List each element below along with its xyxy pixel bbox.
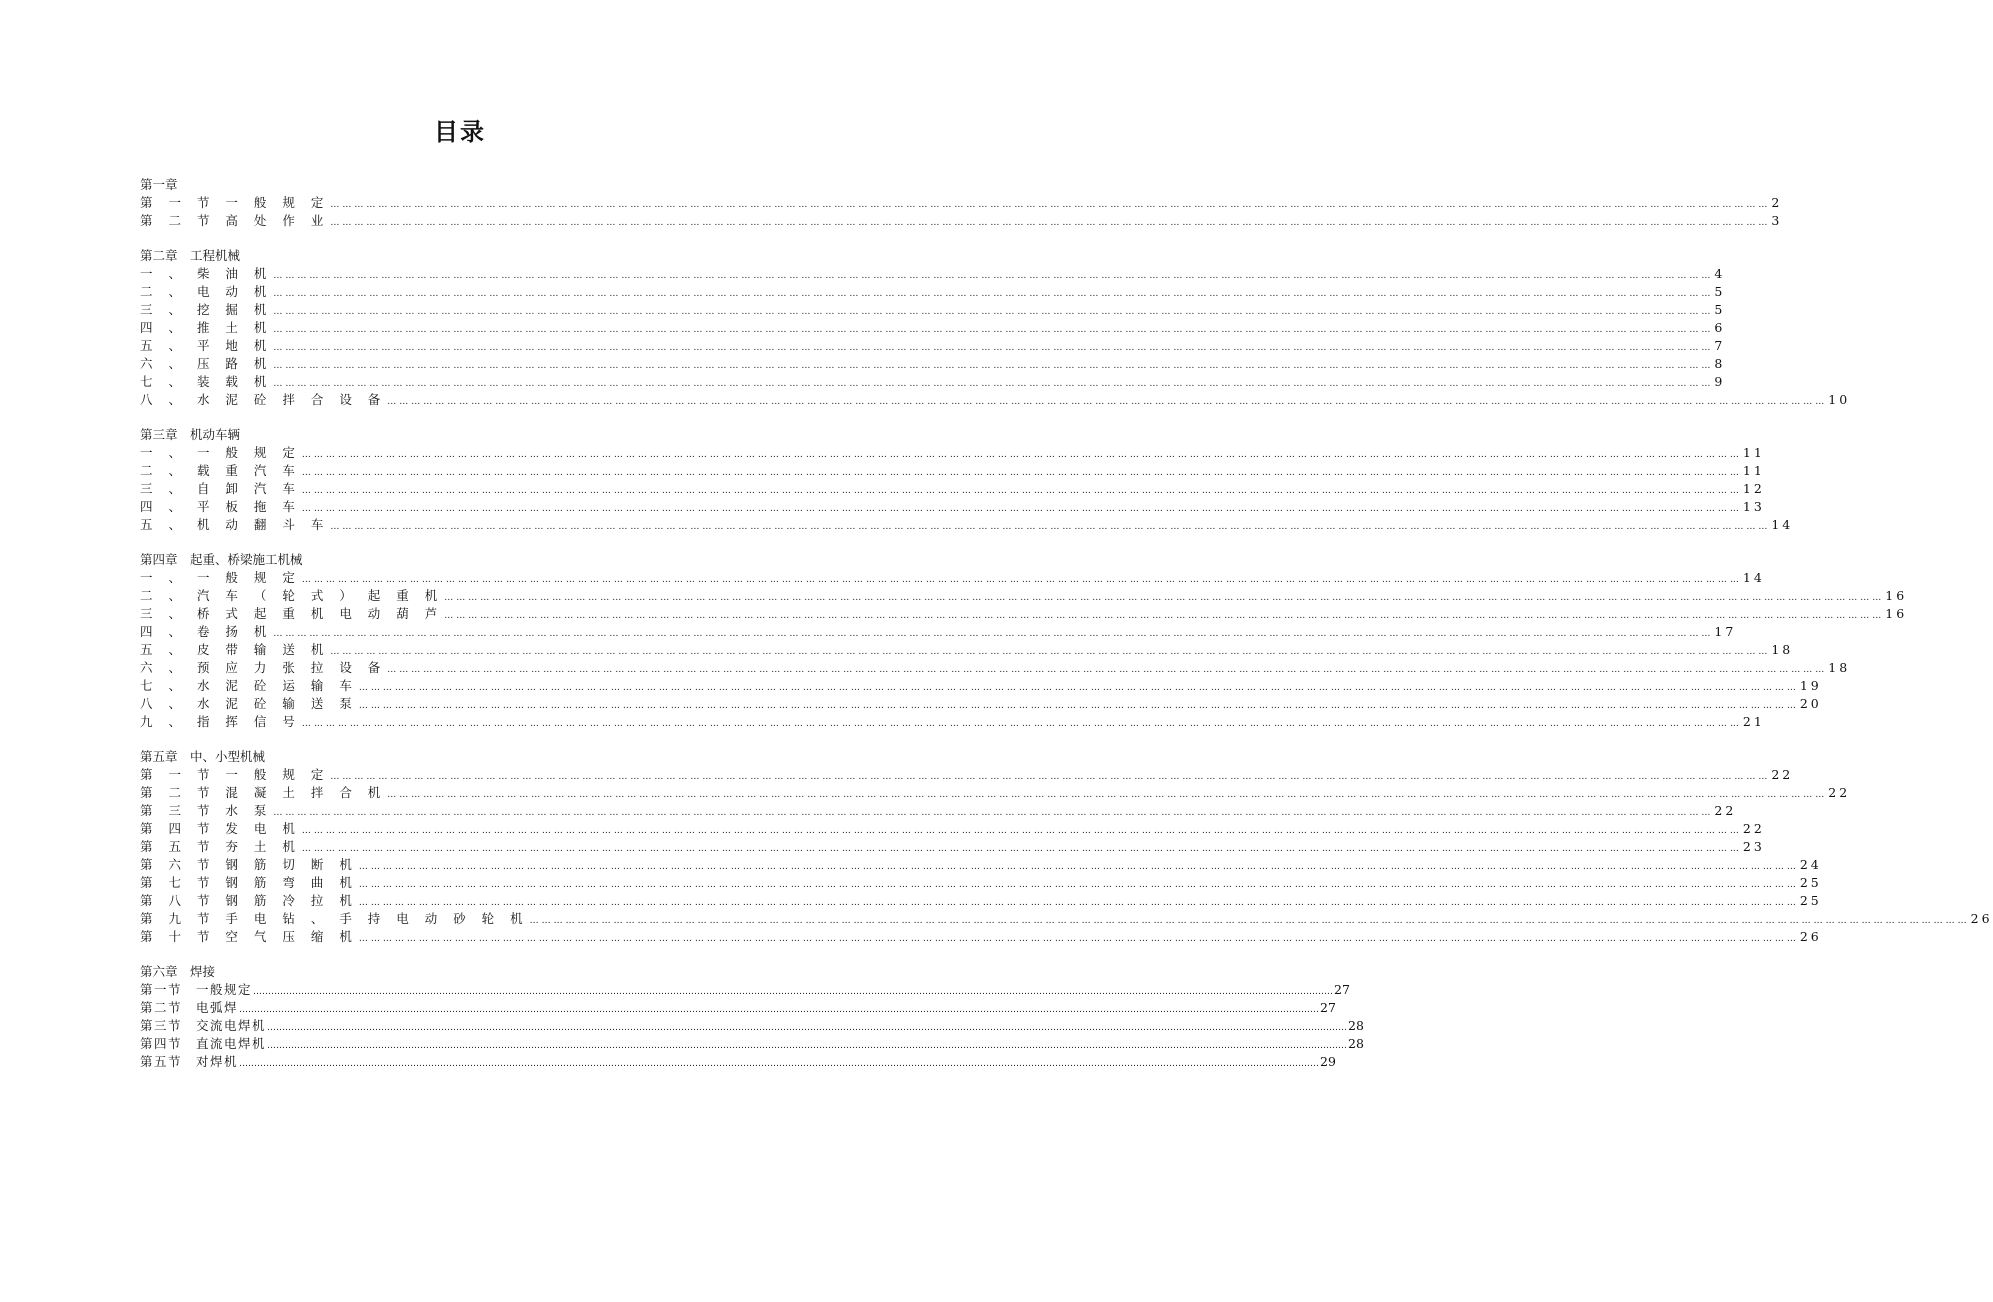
toc-entry xyxy=(140,605,1908,623)
toc-entry-label: 五 、 机 动 翻 斗 车 xyxy=(140,517,330,532)
toc-entry xyxy=(140,301,1726,319)
table-of-contents xyxy=(140,176,1993,1088)
toc-entry xyxy=(140,838,1765,856)
toc-entry xyxy=(140,784,1851,802)
dot-leader: ……………………………………………………………………………………………………………………………………………………………………………………………………………………………………………………………………………………………………………………………… xyxy=(330,522,1771,532)
toc-entry xyxy=(140,641,1794,659)
toc-entry-label: 第 七 节 钢 筋 弯 曲 机 xyxy=(140,875,358,890)
toc-page-number: 17 xyxy=(1714,624,1737,639)
dot-leader: ……………………………………………………………………………………………………………………………………………………………………………………………………………………………………………………………………………………………………………………………… xyxy=(273,808,1714,818)
dot-leader: ……………………………………………………………………………………………………………………………………………………………………………………………………………………………………………………………………………………………………………………………… xyxy=(387,790,1828,800)
toc-page-number: 5 xyxy=(1714,302,1726,317)
toc-page-number: 26 xyxy=(1970,911,1993,926)
toc-entry-label: 第 三 节 水 泵 xyxy=(140,803,273,818)
toc-page-number: 5 xyxy=(1714,284,1726,299)
dot-leader: ……………………………………………………………………………………………………………………………………………………………………………………………………………………………………………………………………………………………………………………………… xyxy=(358,862,1799,872)
toc-entry-label: 五 、 皮 带 输 送 机 xyxy=(140,642,330,657)
toc-entry-label: 二 、 电 动 机 xyxy=(140,284,273,299)
toc-page-number: 14 xyxy=(1771,517,1794,532)
toc-page-number: 28 xyxy=(1348,1036,1364,1051)
toc-entry-label: 八 、 水 泥 砼 输 送 泵 xyxy=(140,696,358,711)
toc-entry-label: 八 、 水 泥 砼 拌 合 设 备 xyxy=(140,392,387,407)
dot-leader: ……………………………………………………………………………………………………………………………………………………………………………………………………………………………………………………………………………………………………………………………… xyxy=(273,271,1714,281)
toc-entry xyxy=(140,677,1822,695)
toc-page-number: 27 xyxy=(1320,1000,1336,1015)
dot-leader: ……………………………………………………………………………………………………………………………………………………………………………………………………………………………………………………………………………………………………………………………… xyxy=(239,1005,1320,1015)
dot-leader: ……………………………………………………………………………………………………………………………………………………………………………………………………………………………………………………………………………………………………………………………… xyxy=(387,397,1828,407)
toc-entry-label: 第 九 节 手 电 钻 、 手 持 电 动 砂 轮 机 xyxy=(140,911,529,926)
toc-page-number: 20 xyxy=(1799,696,1822,711)
toc-entry xyxy=(140,659,1851,677)
toc-entry xyxy=(140,516,1794,534)
chapter-title: 第五章 中、小型机械 xyxy=(140,749,266,764)
toc-page-number: 6 xyxy=(1714,320,1726,335)
toc-page-number: 25 xyxy=(1799,893,1822,908)
toc-chapter xyxy=(140,426,1794,534)
dot-leader: ……………………………………………………………………………………………………………………………………………………………………………………………………………………………………………………………………………………………………………………………… xyxy=(301,468,1742,478)
toc-entry-label: 三 、 桥 式 起 重 机 电 动 葫 芦 xyxy=(140,606,444,621)
toc-entry-label: 七 、 装 载 机 xyxy=(140,374,273,389)
dot-leader: ……………………………………………………………………………………………………………………………………………………………………………………………………………………………………………………………………………………………………………………………… xyxy=(301,719,1742,729)
toc-entry-label: 一 、 一 般 规 定 xyxy=(140,445,301,460)
dot-leader: ……………………………………………………………………………………………………………………………………………………………………………………………………………………………………………………………………………………………………………………………… xyxy=(301,450,1742,460)
toc-entry xyxy=(140,498,1765,516)
toc-chapter xyxy=(140,176,1783,230)
page-title: 目录 xyxy=(434,118,486,146)
toc-entry xyxy=(140,874,1822,892)
toc-entry xyxy=(140,283,1726,301)
dot-leader: ……………………………………………………………………………………………………………………………………………………………………………………………………………………………………………………………………………………………………………………………… xyxy=(267,1041,1348,1051)
toc-entry-label: 第三节 交流电焊机 xyxy=(140,1018,267,1033)
dot-leader: ……………………………………………………………………………………………………………………………………………………………………………………………………………………………………………………………………………………………………………………………… xyxy=(358,898,1799,908)
toc-entry xyxy=(140,766,1794,784)
toc-entry-label: 五 、 平 地 机 xyxy=(140,338,273,353)
toc-entry-label: 三 、 自 卸 汽 车 xyxy=(140,481,301,496)
dot-leader: ……………………………………………………………………………………………………………………………………………………………………………………………………………………………………………………………………………………………………………………………… xyxy=(330,772,1771,782)
toc-chapter xyxy=(140,748,1993,946)
toc-entry-label: 第 一 节 一 般 规 定 xyxy=(140,195,330,210)
toc-page-number: 26 xyxy=(1799,929,1822,944)
toc-entry xyxy=(140,212,1783,230)
toc-entry-label: 七 、 水 泥 砼 运 输 车 xyxy=(140,678,358,693)
dot-leader: ……………………………………………………………………………………………………………………………………………………………………………………………………………………………………………………………………………………………………………………………… xyxy=(267,1023,1348,1033)
toc-page-number: 14 xyxy=(1742,570,1765,585)
toc-entry-label: 第 二 节 混 凝 土 拌 合 机 xyxy=(140,785,387,800)
toc-page-number: 7 xyxy=(1714,338,1726,353)
toc-chapter xyxy=(140,551,1908,731)
dot-leader: ……………………………………………………………………………………………………………………………………………………………………………………………………………………………………………………………………………………………………………………………… xyxy=(529,916,1970,926)
toc-page-number: 4 xyxy=(1714,266,1726,281)
toc-entry xyxy=(140,999,1336,1017)
toc-entry xyxy=(140,802,1737,820)
toc-chapter xyxy=(140,247,1851,409)
dot-leader: ……………………………………………………………………………………………………………………………………………………………………………………………………………………………………………………………………………………………………………………………… xyxy=(301,826,1742,836)
toc-entry-label: 一 、 柴 油 机 xyxy=(140,266,273,281)
toc-entry-label: 第 八 节 钢 筋 冷 拉 机 xyxy=(140,893,358,908)
toc-entry xyxy=(140,856,1822,874)
dot-leader: ……………………………………………………………………………………………………………………………………………………………………………………………………………………………………………………………………………………………………………………………… xyxy=(444,593,1885,603)
toc-entry-label: 第 五 节 夯 土 机 xyxy=(140,839,301,854)
chapter-title: 第二章 工程机械 xyxy=(140,248,241,263)
toc-entry xyxy=(140,623,1737,641)
toc-entry-label: 二 、 汽 车 （ 轮 式 ） 起 重 机 xyxy=(140,588,444,603)
toc-entry xyxy=(140,319,1726,337)
dot-leader: ……………………………………………………………………………………………………………………………………………………………………………………………………………………………………………………………………………………………………………………………… xyxy=(358,683,1799,693)
toc-page-number: 25 xyxy=(1799,875,1822,890)
toc-entry xyxy=(140,265,1726,283)
toc-entry-label: 第 四 节 发 电 机 xyxy=(140,821,301,836)
dot-leader: ……………………………………………………………………………………………………………………………………………………………………………………………………………………………………………………………………………………………………………………………… xyxy=(273,379,1714,389)
toc-entry-label: 第 一 节 一 般 规 定 xyxy=(140,767,330,782)
toc-page-number: 18 xyxy=(1771,642,1794,657)
toc-page-number: 2 xyxy=(1771,195,1783,210)
toc-page-number: 22 xyxy=(1828,785,1851,800)
dot-leader: ……………………………………………………………………………………………………………………………………………………………………………………………………………………………………………………………………………………………………………………………… xyxy=(387,665,1828,675)
dot-leader: ……………………………………………………………………………………………………………………………………………………………………………………………………………………………………………………………………………………………………………………………… xyxy=(358,701,1799,711)
chapter-title: 第一章 xyxy=(140,177,178,192)
toc-entry xyxy=(140,462,1765,480)
toc-entry xyxy=(140,910,1993,928)
toc-page-number: 11 xyxy=(1742,445,1765,460)
toc-page-number: 29 xyxy=(1320,1054,1336,1069)
toc-entry xyxy=(140,391,1851,409)
dot-leader: ……………………………………………………………………………………………………………………………………………………………………………………………………………………………………………………………………………………………………………………………… xyxy=(301,504,1742,514)
toc-entry xyxy=(140,337,1726,355)
dot-leader: ……………………………………………………………………………………………………………………………………………………………………………………………………………………………………………………………………………………………………………………………… xyxy=(358,934,1799,944)
toc-entry-label: 二 、 载 重 汽 车 xyxy=(140,463,301,478)
toc-entry-label: 三 、 挖 掘 机 xyxy=(140,302,273,317)
toc-chapter xyxy=(140,963,1364,1071)
dot-leader: ……………………………………………………………………………………………………………………………………………………………………………………………………………………………………………………………………………………………………………………………… xyxy=(330,218,1771,228)
dot-leader: ……………………………………………………………………………………………………………………………………………………………………………………………………………………………………………………………………………………………………………………………… xyxy=(273,289,1714,299)
toc-entry-label: 六 、 压 路 机 xyxy=(140,356,273,371)
toc-page-number: 21 xyxy=(1742,714,1765,729)
toc-page-number: 13 xyxy=(1742,499,1765,514)
toc-entry-label: 第五节 对焊机 xyxy=(140,1054,239,1069)
toc-entry xyxy=(140,569,1765,587)
toc-entry xyxy=(140,713,1765,731)
toc-page-number: 28 xyxy=(1348,1018,1364,1033)
chapter-title: 第六章 焊接 xyxy=(140,964,216,979)
toc-page-number: 11 xyxy=(1742,463,1765,478)
dot-leader: ……………………………………………………………………………………………………………………………………………………………………………………………………………………………………………………………………………………………………………………………… xyxy=(330,200,1771,210)
toc-entry-label: 九 、 指 挥 信 号 xyxy=(140,714,301,729)
toc-entry-label: 第四节 直流电焊机 xyxy=(140,1036,267,1051)
toc-entry xyxy=(140,695,1822,713)
toc-entry-label: 第 六 节 钢 筋 切 断 机 xyxy=(140,857,358,872)
toc-entry xyxy=(140,444,1765,462)
dot-leader: ……………………………………………………………………………………………………………………………………………………………………………………………………………………………………………………………………………………………………………………………… xyxy=(273,343,1714,353)
dot-leader: ……………………………………………………………………………………………………………………………………………………………………………………………………………………………………………………………………………………………………………………………… xyxy=(239,1059,1320,1069)
chapter-title: 第四章 起重、桥梁施工机械 xyxy=(140,552,303,567)
toc-entry xyxy=(140,587,1908,605)
toc-entry xyxy=(140,355,1726,373)
toc-entry-label: 四 、 推 土 机 xyxy=(140,320,273,335)
toc-entry-label: 六 、 预 应 力 张 拉 设 备 xyxy=(140,660,387,675)
toc-page-number: 24 xyxy=(1799,857,1822,872)
toc-entry-label: 第一节 一般规定 xyxy=(140,982,253,997)
toc-entry-label: 四 、 卷 扬 机 xyxy=(140,624,273,639)
toc-page-number: 12 xyxy=(1742,481,1765,496)
toc-entry xyxy=(140,194,1783,212)
toc-entry xyxy=(140,1053,1336,1071)
toc-entry-label: 一 、 一 般 规 定 xyxy=(140,570,301,585)
toc-page-number: 27 xyxy=(1334,982,1350,997)
toc-entry xyxy=(140,820,1765,838)
toc-entry xyxy=(140,1035,1364,1053)
dot-leader: ……………………………………………………………………………………………………………………………………………………………………………………………………………………………………………………………………………………………………………………………… xyxy=(273,325,1714,335)
toc-page-number: 22 xyxy=(1771,767,1794,782)
toc-page-number: 10 xyxy=(1828,392,1851,407)
toc-page-number: 8 xyxy=(1714,356,1726,371)
toc-entry-label: 四 、 平 板 拖 车 xyxy=(140,499,301,514)
toc-entry xyxy=(140,981,1350,999)
dot-leader: ……………………………………………………………………………………………………………………………………………………………………………………………………………………………………………………………………………………………………………………………… xyxy=(330,647,1771,657)
toc-entry xyxy=(140,373,1726,391)
toc-entry xyxy=(140,480,1765,498)
toc-entry-label: 第 二 节 高 处 作 业 xyxy=(140,213,330,228)
dot-leader: ……………………………………………………………………………………………………………………………………………………………………………………………………………………………………………………………………………………………………………………………… xyxy=(301,486,1742,496)
toc-entry xyxy=(140,928,1822,946)
dot-leader: ……………………………………………………………………………………………………………………………………………………………………………………………………………………………………………………………………………………………………………………………… xyxy=(273,361,1714,371)
dot-leader: ……………………………………………………………………………………………………………………………………………………………………………………………………………………………………………………………………………………………………………………………… xyxy=(273,307,1714,317)
toc-entry-label: 第二节 电弧焊 xyxy=(140,1000,239,1015)
toc-entry xyxy=(140,1017,1364,1035)
toc-page-number: 9 xyxy=(1714,374,1726,389)
toc-page-number: 3 xyxy=(1771,213,1783,228)
dot-leader: ……………………………………………………………………………………………………………………………………………………………………………………………………………………………………………………………………………………………………………………………… xyxy=(253,987,1334,997)
dot-leader: ……………………………………………………………………………………………………………………………………………………………………………………………………………………………………………………………………………………………………………………………… xyxy=(301,844,1742,854)
dot-leader: ……………………………………………………………………………………………………………………………………………………………………………………………………………………………………………………………………………………………………………………………… xyxy=(301,575,1742,585)
toc-entry-label: 第 十 节 空 气 压 缩 机 xyxy=(140,929,358,944)
toc-page-number: 16 xyxy=(1885,588,1908,603)
chapter-title: 第三章 机动车辆 xyxy=(140,427,241,442)
toc-page-number: 22 xyxy=(1742,821,1765,836)
toc-entry xyxy=(140,892,1822,910)
dot-leader: ……………………………………………………………………………………………………………………………………………………………………………………………………………………………………………………………………………………………………………………………… xyxy=(273,629,1714,639)
toc-page-number: 18 xyxy=(1828,660,1851,675)
dot-leader: ……………………………………………………………………………………………………………………………………………………………………………………………………………………………………………………………………………………………………………………………… xyxy=(358,880,1799,890)
toc-page-number: 19 xyxy=(1799,678,1822,693)
dot-leader: ……………………………………………………………………………………………………………………………………………………………………………………………………………………………………………………………………………………………………………………………… xyxy=(444,611,1885,621)
toc-page-number: 22 xyxy=(1714,803,1737,818)
toc-page-number: 16 xyxy=(1885,606,1908,621)
toc-page-number: 23 xyxy=(1742,839,1765,854)
